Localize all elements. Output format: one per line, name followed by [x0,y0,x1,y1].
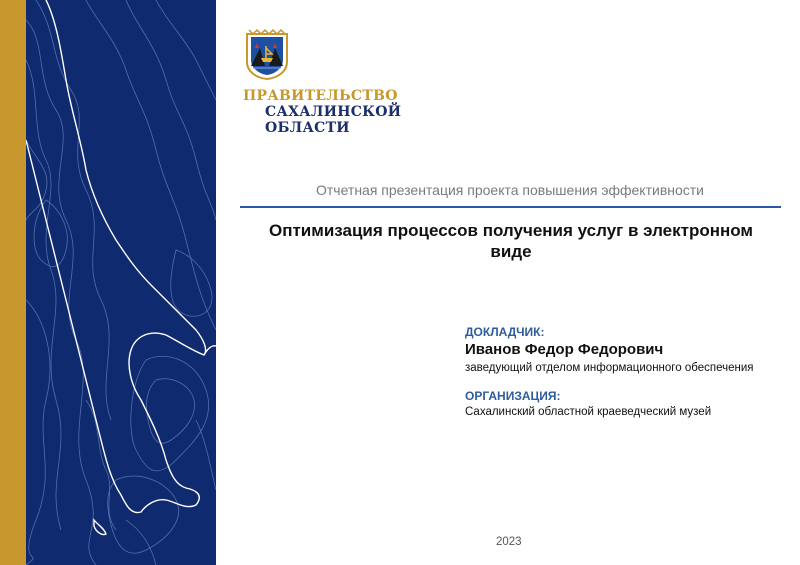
presentation-title: Оптимизация процессов получения услуг в электронном виде [268,221,753,261]
organization-label: ОРГАНИЗАЦИЯ: [465,389,561,403]
speaker-position: заведующий отделом информационного обеспечения [465,362,754,374]
gold-strip [0,0,26,565]
org-name-line-2: САХАЛИНСКОЙ [265,104,402,120]
speaker-info-block [465,325,785,419]
speaker-label: ДОКЛАДЧИК: [465,325,545,339]
header-divider [240,206,781,208]
organization-name: Сахалинский областной краеведческий музей [465,406,712,418]
org-name-line-3: ОБЛАСТИ [265,120,350,136]
presentation-subtitle: Отчетная презентация проекта повышения эффективности [315,182,705,198]
map-background [26,0,216,565]
speaker-name: Иванов Федор Федорович [465,341,664,358]
contour-map [26,0,216,565]
presentation-year: 2023 [496,536,522,548]
sakhalin-coat-of-arms-icon [243,28,291,80]
org-name-line-1: ПРАВИТЕЛЬСТВО [243,88,398,104]
organization-logo-text [243,88,401,136]
